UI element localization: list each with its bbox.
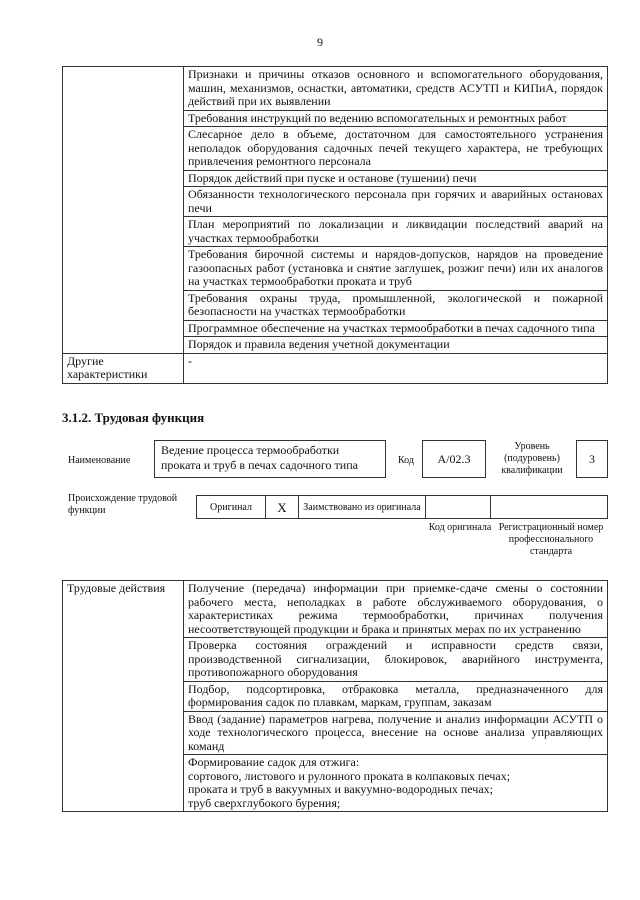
labor-actions-label: Трудовые действия: [63, 581, 184, 812]
original-label: Оригинал: [196, 495, 266, 519]
knowledge-table: [62, 66, 608, 384]
code-label: Код: [398, 455, 414, 466]
page-number: 9: [317, 35, 323, 49]
table-cell: Порядок действий при пуске и останове (тушении) печи: [184, 170, 608, 187]
table-cell: Получение (передача) информации при приемке-сдаче смены о состоянии рабочего места, неполадках в работе обслуживаемого оборудования, о характеристиках режима термообработки, причинах получения несоответствующей продукции и брака и принятых мерах по их устранению: [184, 581, 608, 638]
code-original-caption: Код оригинала: [428, 522, 492, 533]
table-cell: [184, 755, 608, 812]
origin-label: Происхождение трудовой функции: [68, 493, 178, 516]
list-item: Формирование садок для отжига:: [188, 755, 360, 769]
other-characteristics-label: Другие характеристики: [63, 353, 184, 383]
reg-number-box: [490, 495, 608, 519]
section-title: 3.1.2. Трудовая функция: [62, 410, 205, 425]
table-cell-left: [63, 67, 184, 354]
table-cell: Подбор, подсортировка, отбраковка металла, предназначенного для формирования садок по плавкам, маркам, группам, заказам: [184, 681, 608, 711]
origin-row: [196, 495, 608, 519]
table-cell: План мероприятий по локализации и ликвидации последствий аварий на участках термообработки: [184, 217, 608, 247]
table-cell: Требования инструкций по ведению вспомогательных и ремонтных работ: [184, 110, 608, 127]
table-row: [63, 581, 608, 638]
table-cell: Ввод (задание) параметров нагрева, получение и анализ информации АСУТП о ходе технологического процесса, внесение на основе анализа управляющих команд: [184, 711, 608, 755]
level-label: Уровень (подуровень) квалификации: [501, 441, 563, 476]
labor-actions-table: [62, 580, 608, 812]
table-cell: Признаки и причины отказов основного и вспомогательного оборудования, машин, механизмов, оснастки, автоматики, средств АСУТП и КИПиА, порядок действий при их выявлении: [184, 67, 608, 111]
reg-number-caption: Регистрационный номер профессионального стандарта: [498, 522, 604, 557]
table-row: [63, 353, 608, 383]
name-label: Наименование: [68, 455, 131, 466]
code-box: A/02.3: [422, 440, 486, 478]
table-cell: Слесарное дело в объеме, достаточном для самостоятельного устранения неполадок оборудования садочных печей текущего характера, не требующих привлечения ремонтного персонала: [184, 127, 608, 171]
borrowed-label: Заимствовано из оригинала: [298, 495, 426, 519]
table-cell: Проверка состояния ограждений и исправности средств связи, производственной сигнализации, блокировок, аварийного инструмента, противопожарного оборудования: [184, 638, 608, 682]
table-cell: Порядок и правила ведения учетной документации: [184, 337, 608, 354]
table-cell: Требования охраны труда, промышленной, экологической и пожарной безопасности на участках термообработки: [184, 290, 608, 320]
list-item: сортового, листового и рулонного проката в колпаковых печах;: [188, 768, 511, 783]
list-item: проката и труб в вакуумных и вакуумно-водородных печах;: [188, 782, 493, 796]
other-characteristics-value: -: [184, 353, 608, 383]
code-original-box: [425, 495, 491, 519]
table-cell: Требования бирочной системы и нарядов-допусков, нарядов на проведение газоопасных работ (установка и снятие заглушек, розжиг печи) или их аналогов на участках термообработки проката и труб: [184, 247, 608, 291]
function-name-box: Ведение процесса термообработки проката и труб в печах садочного типа: [154, 440, 386, 478]
table-row: [63, 67, 608, 111]
table-cell: Обязанности технологического персонала при горячих и аварийных остановах печи: [184, 187, 608, 217]
original-mark: X: [265, 495, 299, 519]
level-box: 3: [576, 440, 608, 478]
table-cell: Программное обеспечение на участках термообработки в печах садочного типа: [184, 320, 608, 337]
list-item: труб сверхглубокого бурения;: [188, 795, 341, 810]
